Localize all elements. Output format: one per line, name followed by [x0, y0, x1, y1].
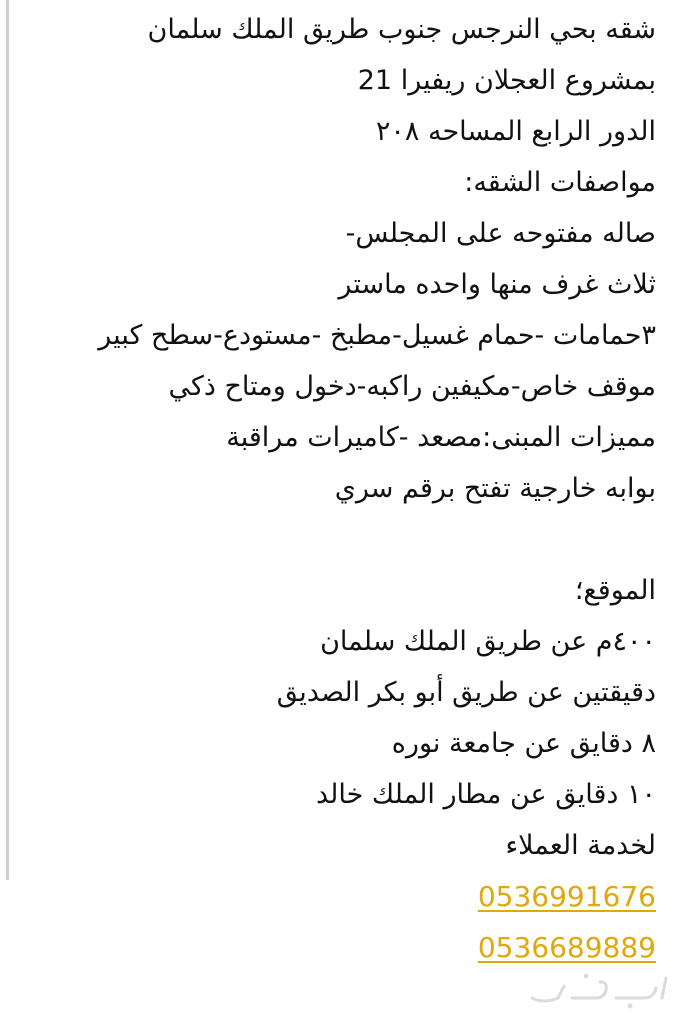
building-features-line: مميزات المبنى:مصعد -كاميرات مراقبة: [226, 422, 656, 453]
location-line: ٨ دقايق عن جامعة نوره: [391, 728, 656, 759]
ad-description-text: [16, 4, 656, 973]
location-line: ٤٠٠م عن طريق الملك سلمان: [320, 626, 656, 657]
location-line: ١٠ دقايق عن مطار الملك خالد: [315, 779, 656, 810]
project-line: بمشروع العجلان ريفيرا 21: [357, 65, 656, 96]
spec-line: ثلاث غرف منها واحده ماستر: [338, 269, 656, 300]
spacer: [16, 514, 656, 565]
location-line: دقيقتين عن طريق أبو بكر الصديق: [276, 677, 656, 708]
customer-service-label: لخدمة العملاء: [505, 830, 656, 861]
building-features-line: بوابه خارجية تفتح برقم سري: [334, 473, 656, 504]
scroll-indicator: [6, 0, 9, 880]
floor-area-line: الدور الرابع المساحه ٢٠٨: [375, 116, 656, 147]
specs-heading: مواصفات الشقه:: [464, 167, 656, 198]
title-line: شقه بحي النرجس جنوب طريق الملك سلمان: [147, 14, 656, 45]
spec-line: صاله مفتوحه على المجلس-: [345, 218, 656, 249]
haraj-watermark-logo: [524, 968, 674, 1010]
location-heading: الموقع؛: [574, 575, 656, 606]
spec-line: ٣حمامات -حمام غسيل-مطبخ -مستودع-سطح كبير: [98, 320, 656, 351]
phone-link-1[interactable]: 0536991676: [477, 880, 656, 913]
phone-link-2[interactable]: 0536689889: [477, 931, 656, 964]
spec-line: موقف خاص-مكيفين راكبه-دخول ومتاح ذكي: [168, 371, 656, 402]
